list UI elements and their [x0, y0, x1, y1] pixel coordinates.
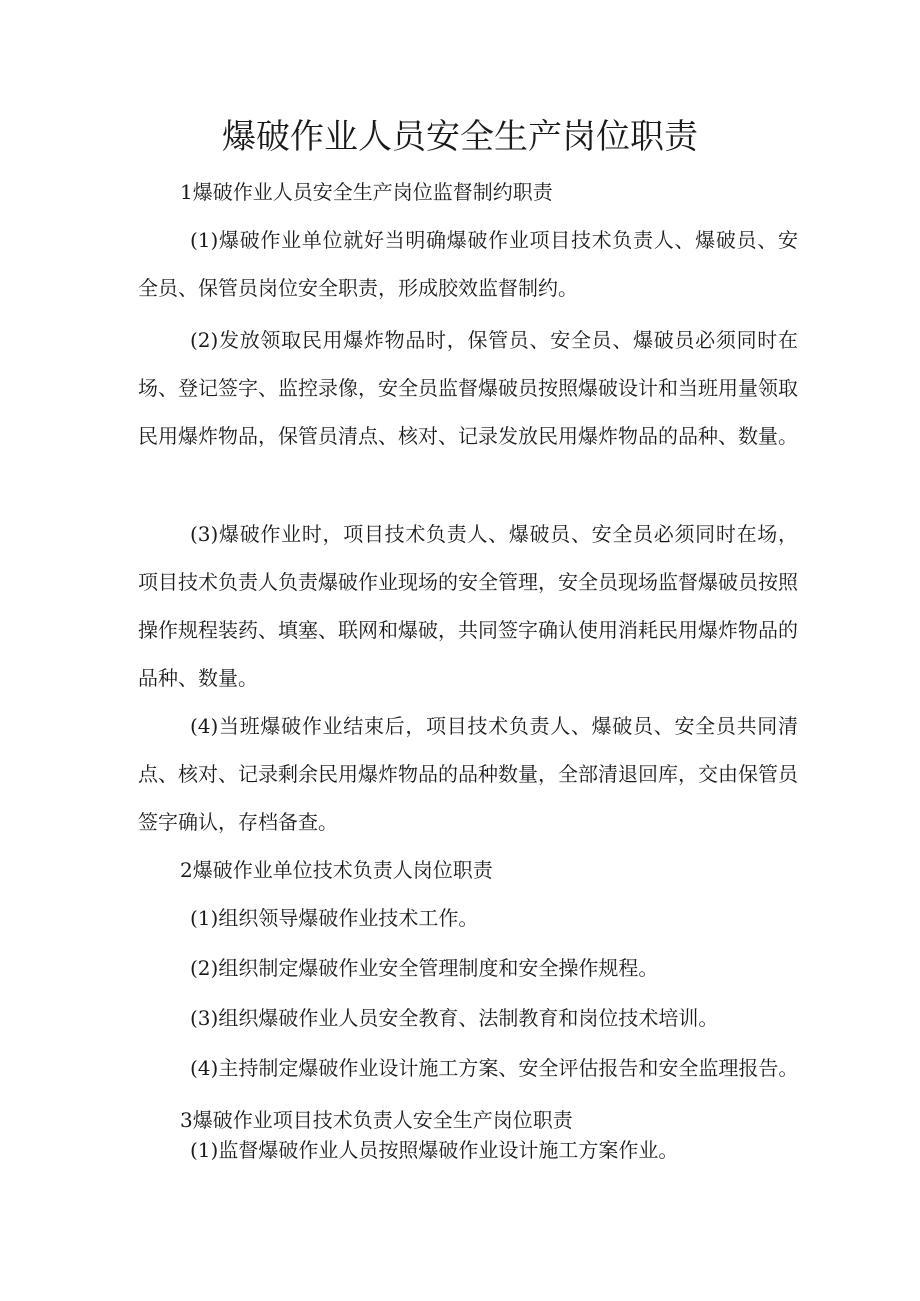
section-1-paragraph-4: (4)当班爆破作业结束后，项目技术负责人、爆破员、安全员共同清点、核对、记录剩余民用爆炸物品的品种数量，全部清退回库，交由保管员签字确认，存档备查。 — [138, 714, 798, 834]
section-2-item-1: (1)组织领导爆破作业技术工作。 — [190, 906, 479, 930]
section-2-item-2: (2)组织制定爆破作业安全管理制度和安全操作规程。 — [190, 956, 659, 980]
section-1-paragraph-3: (3)爆破作业时，项目技术负责人、爆破员、安全员必须同时在场，项目技术负责人负责爆破作业现场的安全管理，安全员现场监督爆破员按照操作规程装药、填塞、联网和爆破，共同签字确认使用消耗民用爆炸物品的品种、数量。 — [138, 522, 798, 690]
section-1-paragraph-1: (1)爆破作业单位就好当明确爆破作业项目技术负责人、爆破员、安全员、保管员岗位安全职责，形成胶效监督制约。 — [138, 228, 798, 300]
section-1-heading: 1爆破作业人员安全生产岗位监督制约职责 — [180, 180, 553, 204]
section-3-heading: 3爆破作业项目技术负责人安全生产岗位职责 — [180, 1108, 573, 1132]
document-title: 爆破作业人员安全生产岗位职责 — [222, 117, 698, 157]
section-1-paragraph-2: (2)发放领取民用爆炸物品时，保管员、安全员、爆破员必须同时在场、登记签字、监控录像，安全员监督爆破员按照爆破设计和当班用量领取民用爆炸物品，保管员清点、核对、记录发放民用爆炸物品的品种、数量。 — [138, 328, 798, 448]
section-3-item-1: (1)监督爆破作业人员按照爆破作业设计施工方案作业。 — [190, 1138, 679, 1162]
section-2-item-4: (4)主持制定爆破作业设计施工方案、安全评估报告和安全监理报告。 — [190, 1056, 799, 1080]
section-2-heading: 2爆破作业单位技术负责人岗位职责 — [180, 858, 493, 882]
section-2-item-3: (3)组织爆破作业人员安全教育、法制教育和岗位技术培训。 — [190, 1006, 719, 1030]
